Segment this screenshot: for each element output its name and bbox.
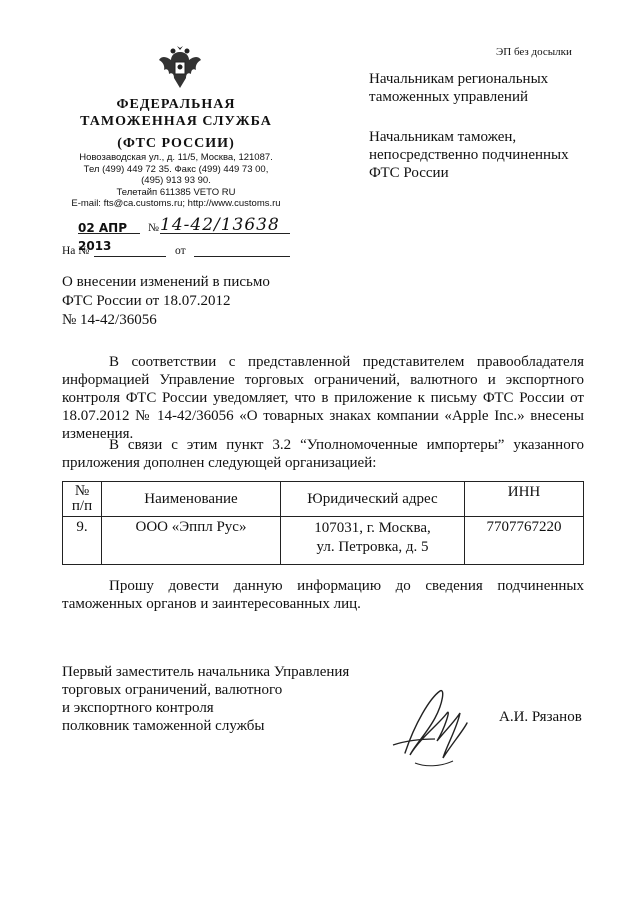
header-address: Юридический адрес <box>281 482 465 517</box>
recipient-line: таможенных управлений <box>369 89 529 105</box>
table-header-row <box>63 482 584 517</box>
header-name: Наименование <box>102 482 281 517</box>
recipient-line: Начальникам региональных <box>369 71 549 87</box>
sender-organization <box>62 96 290 152</box>
body-paragraph-3: Прошу довести данную информацию до сведения подчиненных таможенных органов и заинтересованных лиц. <box>62 578 584 612</box>
recipient-block-2 <box>369 128 599 182</box>
header-num <box>63 482 102 517</box>
body-paragraph-2: В связи с этим пункт 3.2 “Уполномоченные импортеры” указанного приложения дополнен следующей организацией: <box>62 437 584 471</box>
reply-to-label: На № <box>62 245 90 257</box>
signatory-title-line: полковник таможенной службы <box>62 718 265 734</box>
row-address-line1: 107031, г. Москва, <box>314 520 431 536</box>
header-num-line1: № <box>74 483 90 499</box>
subject-line: № 14-42/36056 <box>62 312 157 328</box>
org-name-line3: (ФТС РОССИИ) <box>117 136 235 151</box>
sender-email-web: E-mail: fts@ca.customs.ru; http://www.customs.ru <box>71 198 281 209</box>
signatory-title <box>62 663 349 735</box>
reply-to-field <box>94 256 166 257</box>
sender-address: Новозаводская ул., д. 11/5, Москва, 121087. <box>79 152 273 163</box>
row-num: 9. <box>63 517 102 565</box>
org-name-line2: ТАМОЖЕННАЯ СЛУЖБА <box>80 114 272 129</box>
subject-line: ФТС России от 18.07.2012 <box>62 293 231 309</box>
table-row <box>63 517 584 565</box>
signer-name: А.И. Рязанов <box>499 709 582 725</box>
recipient-line: ФТС России <box>369 165 449 181</box>
body-paragraph-1: В соответствии с представленной представителем правообладателя информацией Управление торговых ограничений, валютного и экспортного контроля ФТС России уведомляет, что в приложение к письму ФТС России от 18.07.2012 № 14-42/36056 «О товарных знаках компании «Apple Inc.» внесены изменения. <box>62 354 584 442</box>
recipient-block-1 <box>369 70 599 106</box>
registration-number-field <box>160 215 290 234</box>
subject-line: О внесении изменений в письмо <box>62 274 270 290</box>
reply-from-label: от <box>175 245 186 257</box>
header-inn: ИНН <box>465 482 584 517</box>
signatory-title-line: торговых ограничений, валютного <box>62 682 283 698</box>
sender-phone-fax: Тел (499) 449 72 35. Факс (499) 449 73 00, <box>83 163 269 175</box>
registration-date: 02 АПР 2013 <box>78 221 128 253</box>
org-name-line1: ФЕДЕРАЛЬНАЯ <box>116 97 236 112</box>
row-inn: 7707767220 <box>465 517 584 565</box>
signatory-title-line: и экспортного контроля <box>62 700 214 716</box>
importers-table <box>62 481 584 565</box>
coat-of-arms-icon <box>157 44 203 92</box>
registration-number-label: № <box>148 222 159 234</box>
sender-phone2: (495) 913 93 90. <box>141 175 211 186</box>
reply-from-field <box>194 256 290 257</box>
registration-date-field <box>78 219 140 253</box>
row-name: ООО «Эппл Рус» <box>102 517 281 565</box>
top-note: ЭП без досылки <box>496 46 572 58</box>
recipient-line: непосредственно подчиненных <box>369 147 569 163</box>
letter-subject <box>62 273 270 330</box>
signatory-title-line: Первый заместитель начальника Управления <box>62 664 350 680</box>
sender-teletype: Телетайп 611385 VETO RU <box>116 186 236 198</box>
row-address-line2: ул. Петровка, д. 5 <box>316 539 429 555</box>
handwritten-signature <box>385 683 475 773</box>
recipient-line: Начальникам таможен, <box>369 129 517 145</box>
header-num-line2: п/п <box>71 498 93 514</box>
registration-number: 14-42/13638 <box>160 215 280 235</box>
sender-contacts <box>62 152 290 210</box>
row-address <box>281 517 465 565</box>
